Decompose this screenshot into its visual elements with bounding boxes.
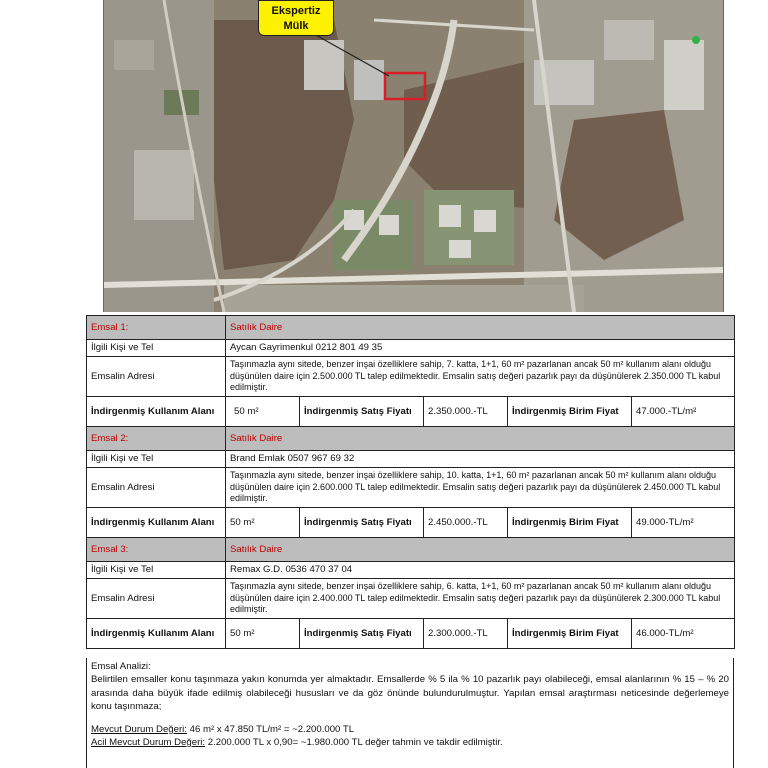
price-value: 2.450.000.-TL (424, 508, 508, 538)
comparable-1-contact-row (87, 340, 735, 357)
comparable-2-address-row (87, 468, 735, 508)
comparable-type: Satılık Daire (226, 538, 735, 562)
satellite-image (104, 0, 723, 312)
area-label: İndirgenmiş Kullanım Alanı (87, 619, 226, 649)
price-label: İndirgenmiş Satış Fiyatı (300, 397, 424, 427)
analysis-body: Belirtilen emsaller konu taşınmaza yakın konumda yer almaktadır. Emsallerde % 5 ila % 10 pazarlık payı olabileceği, emsal alanlarının % 15 – % 20 arasında daha büyük ifade edilmiş olabileceği hususları ve da göz önünde bulundurulmuştur. Yapılan emsal araştırması neticesinde değerlemeye konu taşınmaza; (91, 674, 729, 713)
urgent-value-text: 2.200.000 TL x 0,90= ~1.980.000 TL değer tahmin ve takdir edilmiştir. (205, 737, 503, 749)
comparable-label: Emsal 1: (87, 316, 226, 340)
address-label: Emsalin Adresi (87, 579, 226, 619)
address-value: Taşınmazla aynı sitede, benzer inşai özelliklere sahip, 7. katta, 1+1, 60 m² pazarlanan ancak 50 m² kullanım alanı olduğu düşünülen daire için 2.500.000 TL talep edilmektedir. Emsalin satış değeri pazarlık payı da düşünülerek 2.350.000 TL kabul edilmiştir. (226, 357, 735, 397)
comparable-type: Satılık Daire (226, 427, 735, 451)
address-label: Emsalin Adresi (87, 357, 226, 397)
urgent-value-label: Acil Mevcut Durum Değeri: (91, 737, 206, 749)
property-callout (258, 0, 334, 36)
comparable-3-header (87, 538, 735, 562)
unit-price-label: İndirgenmiş Birim Fiyat (508, 508, 632, 538)
price-label: İndirgenmiş Satış Fiyatı (300, 508, 424, 538)
contact-label: İlgili Kişi ve Tel (87, 562, 226, 579)
comparable-2-values-row (87, 508, 735, 538)
price-value: 2.300.000.-TL (424, 619, 508, 649)
comparables-analysis (86, 658, 734, 768)
comparable-1-address-row (87, 357, 735, 397)
address-value: Taşınmazla aynı sitede, benzer inşai özelliklere sahip, 10. katta, 1+1, 60 m² pazarlanan ancak 50 m² kullanım alanı olduğu düşünülen daire için 2.600.000 TL talep edilmektedir. Emsalin satış değeri pazarlık payı da düşünülerek 2.450.000 TL kabul edilmiştir. (226, 468, 735, 508)
aerial-map (103, 0, 724, 312)
comparable-type: Satılık Daire (226, 316, 735, 340)
unit-price-value: 46.000-TL/m² (632, 619, 735, 649)
map-pin-icon (692, 36, 700, 44)
comparable-3-address-row (87, 579, 735, 619)
comparable-1-values-row (87, 397, 735, 427)
contact-value: Brand Emlak 0507 967 69 32 (226, 451, 735, 468)
current-value-text: 46 m² x 47.850 TL/m² = ~2.200.000 TL (186, 723, 355, 735)
address-label: Emsalin Adresi (87, 468, 226, 508)
unit-price-label: İndirgenmiş Birim Fiyat (508, 619, 632, 649)
area-value: 50 m² (226, 508, 300, 538)
area-value: 50 m² (226, 619, 300, 649)
unit-price-value: 47.000.-TL/m² (632, 397, 735, 427)
comparable-label: Emsal 2: (87, 427, 226, 451)
area-label: İndirgenmiş Kullanım Alanı (87, 397, 226, 427)
area-value: 50 m² (226, 397, 300, 427)
callout-line-2: Mülk (283, 20, 309, 32)
analysis-title: Emsal Analizi: (91, 661, 151, 672)
address-value: Taşınmazla aynı sitede, benzer inşai özelliklere sahip, 6. katta, 1+1, 60 m² pazarlanan ancak 50 m² kullanım alanı olduğu düşünülen daire için 2.400.000 TL talep edilmektedir. Emsalin satış değeri pazarlık payı da düşünülerek 2.300.000 TL kabul edilmiştir. (226, 579, 735, 619)
comparables-table (86, 315, 735, 649)
comparable-1-header (87, 316, 735, 340)
contact-label: İlgili Kişi ve Tel (87, 451, 226, 468)
callout-line-1: Ekspertiz (271, 5, 321, 17)
unit-price-label: İndirgenmiş Birim Fiyat (508, 397, 632, 427)
unit-price-value: 49.000-TL/m² (632, 508, 735, 538)
contact-label: İlgili Kişi ve Tel (87, 340, 226, 357)
area-label: İndirgenmiş Kullanım Alanı (87, 508, 226, 538)
price-value: 2.350.000.-TL (424, 397, 508, 427)
comparable-2-contact-row (87, 451, 735, 468)
current-value-label: Mevcut Durum Değeri: (91, 723, 187, 735)
urgent-value-line (91, 736, 729, 749)
comparable-2-header (87, 427, 735, 451)
comparable-3-values-row (87, 619, 735, 649)
comparable-3-contact-row (87, 562, 735, 579)
contact-value: Remax G.D. 0536 470 37 04 (226, 562, 735, 579)
contact-value: Aycan Gayrimenkul 0212 801 49 35 (226, 340, 735, 357)
comparable-label: Emsal 3: (87, 538, 226, 562)
price-label: İndirgenmiş Satış Fiyatı (300, 619, 424, 649)
current-value-line (91, 723, 729, 736)
